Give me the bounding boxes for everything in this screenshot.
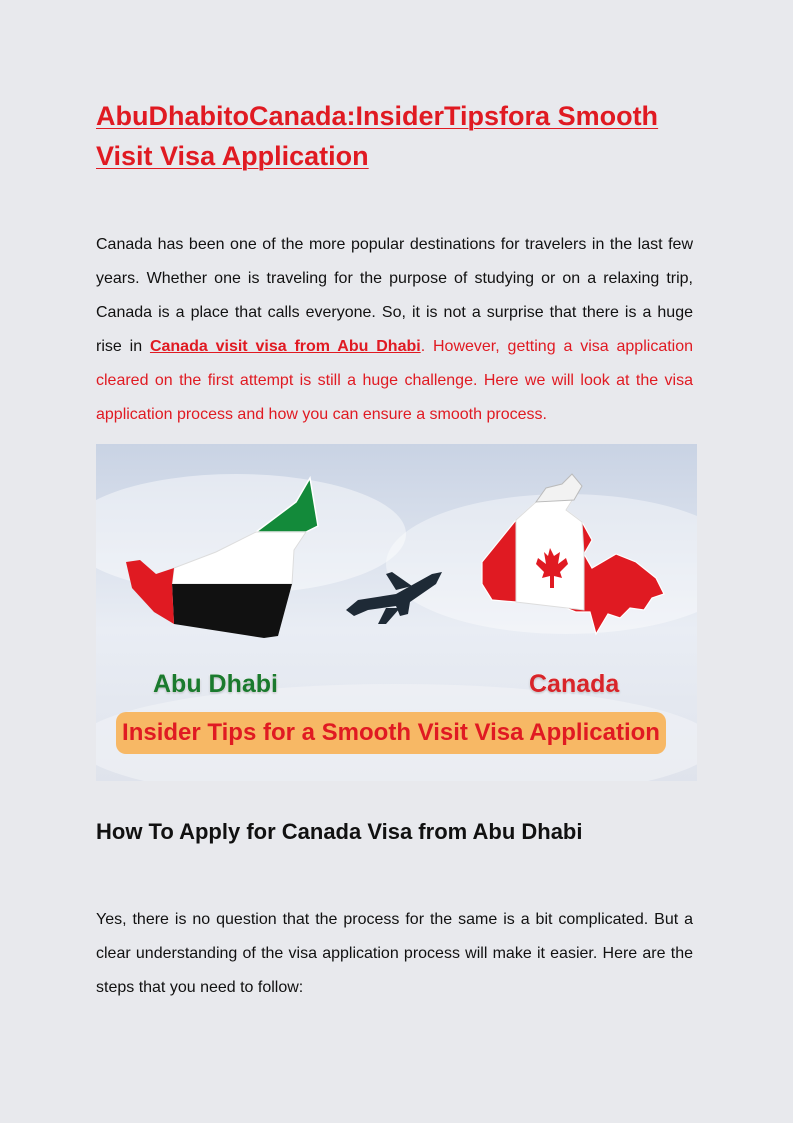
intro-text: Canada has been one of the more popular destinations for travelers in the last few years. Whether one is traveling for the purpose of studying or on a relaxing trip, Canada is a place that calls everyone. So, it is not a surprise that there is a huge rise in	[96, 236, 693, 355]
canada-visit-visa-link[interactable]: Canada visit visa from Abu Dhabi	[149, 338, 421, 355]
hero-image	[96, 444, 697, 781]
document-page	[96, 96, 693, 1005]
canada-label: Canada	[529, 670, 620, 698]
section-heading: How To Apply for Canada Visa from Abu Dhabi	[96, 819, 583, 844]
abu-dhabi-label: Abu Dhabi	[153, 670, 278, 698]
section-paragraph: Yes, there is no question that the process for the same is a bit complicated. But a clear understanding of the visa application process will make it easier. Here are the steps that you need to follow:	[96, 911, 693, 996]
page-title	[96, 96, 693, 176]
insider-tips-banner: Insider Tips for a Smooth Visit Visa Application	[116, 712, 666, 754]
title-link[interactable]: AbuDhabitoCanada:InsiderTipsfora Smooth Visit Visa Application	[96, 101, 659, 171]
intro-text-red: . However, getting a visa application cleared on the first attempt is still a huge challenge. Here we will look at the visa application process and how you can ensure a smooth process.	[96, 338, 694, 423]
intro-paragraph	[96, 228, 693, 432]
